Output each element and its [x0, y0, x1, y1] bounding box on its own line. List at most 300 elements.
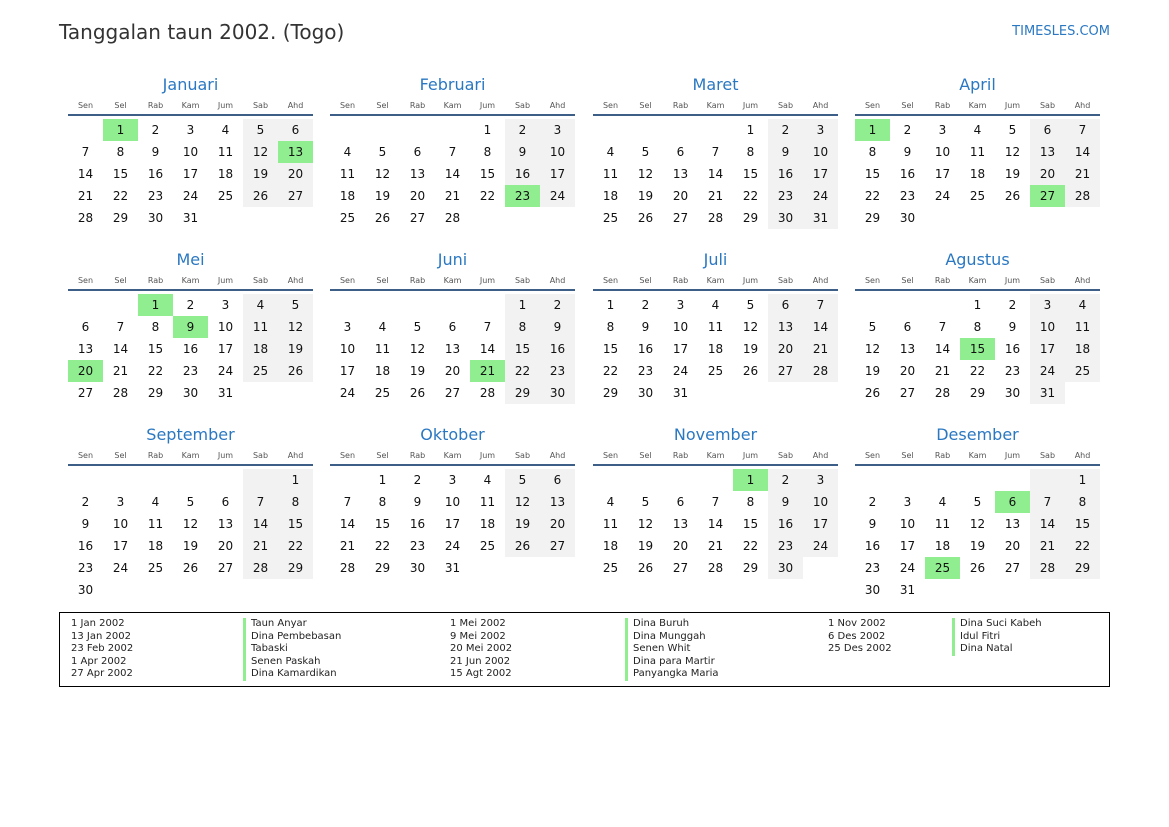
empty-cell — [995, 469, 1030, 491]
holiday-names-column — [952, 618, 1042, 656]
day-cell: 6 — [768, 294, 803, 316]
day-cell: 12 — [278, 316, 313, 338]
holiday-date: 21 Jun 2002 — [450, 655, 511, 667]
weekday-label: Kam — [706, 100, 725, 110]
day-cell: 8 — [116, 145, 125, 159]
day-cell: 9 — [413, 495, 422, 509]
weekday-label: Sel — [114, 450, 127, 460]
day-cell: 22 — [602, 364, 619, 378]
day-cell: 10 — [444, 495, 461, 509]
weekday-label: Jum — [742, 100, 759, 110]
day-cell: 15 — [602, 342, 619, 356]
weekday-label: Jum — [742, 275, 759, 285]
day-cell: 31 — [1030, 382, 1065, 404]
holiday-day: 6 — [995, 491, 1030, 513]
weekday-label: Rab — [409, 275, 426, 285]
weekday-label: Ahd — [549, 275, 566, 285]
weekday-label: Rab — [934, 275, 951, 285]
holiday-name: Dina Pembebasan — [243, 631, 341, 644]
empty-cell — [365, 119, 400, 141]
holiday-date: 1 Nov 2002 — [828, 618, 886, 629]
holiday-day: 1 — [138, 294, 173, 316]
day-cell: 20 — [768, 338, 803, 360]
day-cell: 28 — [1065, 185, 1100, 207]
empty-cell — [593, 119, 628, 141]
empty-cell — [365, 294, 400, 316]
day-cell: 12 — [864, 342, 881, 356]
empty-cell — [890, 294, 925, 316]
day-cell: 11 — [374, 342, 391, 356]
day-cell: 26 — [1004, 189, 1021, 203]
day-cell: 28 — [444, 211, 461, 225]
day-cell: 1 — [378, 473, 387, 487]
day-cell: 23 — [899, 189, 916, 203]
weekday-header — [68, 271, 313, 291]
day-cell: 29 — [742, 561, 759, 575]
day-cell: 9 — [768, 491, 803, 513]
weekday-label: Sen — [602, 450, 619, 460]
weekday-label: Jum — [479, 450, 496, 460]
day-cell: 30 — [1004, 386, 1021, 400]
empty-cell — [540, 207, 575, 229]
weekday-label: Sel — [901, 450, 914, 460]
weekday-label: Kam — [181, 100, 200, 110]
day-cell: 21 — [707, 189, 724, 203]
month-juni — [330, 249, 575, 404]
day-cell: 3 — [540, 119, 575, 141]
day-cell: 1 — [606, 298, 615, 312]
day-cell: 2 — [1008, 298, 1017, 312]
day-cell: 22 — [505, 360, 540, 382]
day-cell: 17 — [672, 342, 689, 356]
day-cell: 4 — [343, 145, 352, 159]
weekday-label: Rab — [672, 100, 689, 110]
day-cell: 22 — [864, 189, 881, 203]
day-cell: 5 — [746, 298, 755, 312]
day-cell: 9 — [868, 517, 877, 531]
day-cell: 18 — [934, 539, 951, 553]
weekday-label: Sel — [376, 100, 389, 110]
day-cell: 12 — [637, 167, 654, 181]
weekday-label: Sab — [777, 450, 794, 460]
day-cell: 7 — [448, 145, 457, 159]
day-cell: 17 — [339, 364, 356, 378]
day-cell: 15 — [1065, 513, 1100, 535]
weekday-label: Rab — [409, 450, 426, 460]
day-cell: 13 — [77, 342, 94, 356]
holiday-day: 1 — [733, 469, 768, 491]
holiday-name: Tabaski — [243, 643, 341, 656]
empty-cell — [925, 579, 960, 601]
holiday-day: 1 — [855, 119, 890, 141]
day-cell: 21 — [77, 189, 94, 203]
day-cell: 3 — [343, 320, 352, 334]
holiday-day: 15 — [960, 338, 995, 360]
day-cell: 1 — [973, 298, 982, 312]
day-cell: 16 — [505, 163, 540, 185]
day-cell: 4 — [711, 298, 720, 312]
day-cell: 24 — [444, 539, 461, 553]
weekday-label: Sen — [602, 100, 619, 110]
day-grid — [330, 469, 575, 579]
holiday-name: Panyangka Maria — [625, 668, 718, 681]
day-cell: 29 — [374, 561, 391, 575]
holiday-name: Senen Whit — [625, 643, 718, 656]
day-cell: 16 — [182, 342, 199, 356]
day-cell: 16 — [864, 539, 881, 553]
day-cell: 16 — [77, 539, 94, 553]
empty-cell — [995, 579, 1030, 601]
day-cell: 4 — [606, 145, 615, 159]
day-cell: 22 — [742, 539, 759, 553]
day-cell: 15 — [374, 517, 391, 531]
day-cell: 22 — [112, 189, 129, 203]
day-cell: 7 — [711, 145, 720, 159]
day-cell: 1 — [483, 123, 492, 137]
day-cell: 8 — [1065, 491, 1100, 513]
day-cell: 17 — [803, 513, 838, 535]
day-cell: 17 — [444, 517, 461, 531]
day-cell: 2 — [540, 294, 575, 316]
day-cell: 15 — [864, 167, 881, 181]
weekday-label: Sel — [901, 100, 914, 110]
day-cell: 10 — [899, 517, 916, 531]
day-cell: 12 — [1004, 145, 1021, 159]
page-title: Tanggalan taun 2002. (Togo) — [59, 20, 345, 44]
day-cell: 5 — [278, 294, 313, 316]
day-cell: 6 — [81, 320, 90, 334]
day-cell: 28 — [707, 561, 724, 575]
day-cell: 23 — [864, 561, 881, 575]
day-cell: 27 — [672, 561, 689, 575]
day-cell: 8 — [505, 316, 540, 338]
day-cell: 29 — [278, 557, 313, 579]
holiday-day: 9 — [173, 316, 208, 338]
day-cell: 18 — [602, 539, 619, 553]
empty-cell — [1065, 579, 1100, 601]
day-cell: 3 — [803, 119, 838, 141]
empty-cell — [505, 557, 540, 579]
day-cell: 14 — [339, 517, 356, 531]
day-cell: 11 — [479, 495, 496, 509]
day-cell: 16 — [1004, 342, 1021, 356]
weekday-label: Ahd — [812, 275, 829, 285]
day-cell: 25 — [217, 189, 234, 203]
day-cell: 2 — [81, 495, 90, 509]
day-cell: 8 — [746, 495, 755, 509]
day-cell: 8 — [606, 320, 615, 334]
weekday-label: Jum — [217, 450, 234, 460]
weekday-header — [593, 271, 838, 291]
day-cell: 19 — [637, 189, 654, 203]
day-cell: 6 — [1030, 119, 1065, 141]
day-cell: 14 — [77, 167, 94, 181]
day-grid — [593, 469, 838, 579]
weekday-header — [330, 271, 575, 291]
day-cell: 17 — [1030, 338, 1065, 360]
weekday-label: Sel — [639, 450, 652, 460]
day-cell: 15 — [505, 338, 540, 360]
weekday-label: Jum — [742, 450, 759, 460]
day-cell: 12 — [505, 491, 540, 513]
day-cell: 18 — [479, 517, 496, 531]
day-cell: 23 — [540, 360, 575, 382]
day-cell: 20 — [540, 513, 575, 535]
weekday-label: Jum — [217, 100, 234, 110]
empty-cell — [593, 469, 628, 491]
empty-cell — [1065, 207, 1100, 229]
holiday-date: 1 Jan 2002 — [71, 618, 125, 629]
day-cell: 4 — [1065, 294, 1100, 316]
weekday-label: Ahd — [549, 450, 566, 460]
holiday-name: Dina Suci Kabeh — [952, 618, 1042, 631]
day-cell: 2 — [768, 469, 803, 491]
day-cell: 20 — [1004, 539, 1021, 553]
weekday-label: Rab — [934, 100, 951, 110]
day-cell: 5 — [868, 320, 877, 334]
day-cell: 7 — [711, 495, 720, 509]
day-cell: 20 — [278, 163, 313, 185]
weekday-label: Rab — [672, 450, 689, 460]
empty-cell — [103, 469, 138, 491]
day-cell: 3 — [116, 495, 125, 509]
day-cell: 6 — [413, 145, 422, 159]
empty-cell — [243, 579, 278, 601]
empty-cell — [435, 294, 470, 316]
day-cell: 9 — [151, 145, 160, 159]
day-cell: 16 — [768, 163, 803, 185]
holiday-date: 15 Agt 2002 — [450, 668, 512, 679]
day-cell: 14 — [1030, 513, 1065, 535]
day-cell: 10 — [803, 141, 838, 163]
month-name: Juli — [703, 250, 728, 269]
empty-cell — [925, 294, 960, 316]
day-cell: 27 — [540, 535, 575, 557]
day-cell: 21 — [112, 364, 129, 378]
weekday-label: Ahd — [1074, 450, 1091, 460]
day-cell: 28 — [339, 561, 356, 575]
empty-cell — [1030, 469, 1065, 491]
empty-cell — [628, 119, 663, 141]
weekday-label: Kam — [443, 100, 462, 110]
day-cell: 2 — [151, 123, 160, 137]
day-cell: 29 — [147, 386, 164, 400]
day-cell: 27 — [217, 561, 234, 575]
day-cell: 16 — [540, 338, 575, 360]
day-cell: 14 — [803, 316, 838, 338]
day-cell: 7 — [343, 495, 352, 509]
day-cell: 7 — [243, 491, 278, 513]
day-cell: 28 — [479, 386, 496, 400]
day-grid — [593, 119, 838, 229]
day-cell: 2 — [868, 495, 877, 509]
month-name: April — [959, 75, 996, 94]
empty-cell — [243, 207, 278, 229]
day-cell: 3 — [938, 123, 947, 137]
day-cell: 2 — [505, 119, 540, 141]
day-cell: 7 — [81, 145, 90, 159]
day-cell: 23 — [182, 364, 199, 378]
day-cell: 28 — [77, 211, 94, 225]
day-cell: 3 — [186, 123, 195, 137]
day-cell: 29 — [864, 211, 881, 225]
day-cell: 30 — [409, 561, 426, 575]
day-cell: 15 — [742, 517, 759, 531]
day-cell: 12 — [182, 517, 199, 531]
empty-cell — [768, 382, 803, 404]
weekday-label: Sen — [864, 450, 881, 460]
empty-cell — [1030, 579, 1065, 601]
empty-cell — [68, 469, 103, 491]
day-cell: 22 — [969, 364, 986, 378]
empty-cell — [243, 469, 278, 491]
empty-cell — [698, 382, 733, 404]
day-cell: 31 — [217, 386, 234, 400]
day-cell: 24 — [112, 561, 129, 575]
day-cell: 28 — [1030, 557, 1065, 579]
day-cell: 11 — [934, 517, 951, 531]
day-cell: 11 — [217, 145, 234, 159]
day-cell: 4 — [483, 473, 492, 487]
weekday-label: Jum — [1004, 100, 1021, 110]
day-cell: 16 — [637, 342, 654, 356]
day-cell: 18 — [1065, 338, 1100, 360]
day-cell: 24 — [540, 185, 575, 207]
weekday-label: Ahd — [1074, 100, 1091, 110]
weekday-header — [330, 446, 575, 466]
day-cell: 20 — [672, 189, 689, 203]
holiday-name: Dina Buruh — [625, 618, 718, 631]
day-cell: 11 — [1065, 316, 1100, 338]
day-cell: 18 — [374, 364, 391, 378]
day-cell: 10 — [182, 145, 199, 159]
day-cell: 21 — [243, 535, 278, 557]
day-cell: 27 — [278, 185, 313, 207]
day-cell: 8 — [868, 145, 877, 159]
holiday-date: 27 Apr 2002 — [71, 668, 133, 679]
weekday-label: Ahd — [287, 275, 304, 285]
holiday-dates-column — [450, 618, 512, 681]
holiday-day: 25 — [925, 557, 960, 579]
weekday-label: Sab — [777, 275, 794, 285]
holiday-day: 20 — [68, 360, 103, 382]
day-cell: 1 — [505, 294, 540, 316]
day-cell: 26 — [278, 360, 313, 382]
weekday-label: Kam — [181, 450, 200, 460]
day-cell: 6 — [540, 469, 575, 491]
weekday-label: Ahd — [549, 100, 566, 110]
day-cell: 9 — [768, 141, 803, 163]
day-cell: 9 — [1008, 320, 1017, 334]
day-cell: 14 — [112, 342, 129, 356]
day-cell: 13 — [768, 316, 803, 338]
day-cell: 30 — [899, 211, 916, 225]
weekday-label: Rab — [934, 450, 951, 460]
empty-cell — [540, 557, 575, 579]
day-cell: 30 — [864, 583, 881, 597]
day-cell: 23 — [77, 561, 94, 575]
weekday-header — [593, 96, 838, 116]
day-grid — [330, 294, 575, 404]
weekday-label: Sel — [114, 275, 127, 285]
weekday-label: Rab — [672, 275, 689, 285]
weekday-label: Kam — [443, 275, 462, 285]
day-cell: 31 — [803, 207, 838, 229]
weekday-label: Ahd — [812, 450, 829, 460]
empty-cell — [803, 557, 838, 579]
day-cell: 24 — [182, 189, 199, 203]
day-cell: 15 — [112, 167, 129, 181]
weekday-label: Sab — [514, 450, 531, 460]
day-cell: 18 — [707, 342, 724, 356]
weekday-header — [855, 96, 1100, 116]
day-cell: 11 — [602, 517, 619, 531]
empty-cell — [330, 294, 365, 316]
empty-cell — [208, 579, 243, 601]
day-cell: 8 — [378, 495, 387, 509]
day-cell: 9 — [641, 320, 650, 334]
day-cell: 16 — [409, 517, 426, 531]
weekday-label: Sen — [77, 450, 94, 460]
empty-cell — [330, 469, 365, 491]
day-cell: 19 — [864, 364, 881, 378]
day-cell: 7 — [483, 320, 492, 334]
day-cell: 25 — [602, 211, 619, 225]
weekday-label: Rab — [147, 275, 164, 285]
day-cell: 24 — [1030, 360, 1065, 382]
month-maret — [593, 74, 838, 229]
day-cell: 27 — [77, 386, 94, 400]
weekday-label: Sen — [339, 450, 356, 460]
weekday-label: Sen — [339, 275, 356, 285]
weekday-label: Rab — [147, 450, 164, 460]
month-februari — [330, 74, 575, 229]
weekday-label: Kam — [968, 450, 987, 460]
day-cell: 26 — [505, 535, 540, 557]
day-cell: 2 — [768, 119, 803, 141]
day-cell: 3 — [448, 473, 457, 487]
site-link[interactable]: TIMESLES.COM — [1012, 24, 1110, 39]
day-cell: 26 — [374, 211, 391, 225]
day-cell: 3 — [903, 495, 912, 509]
day-cell: 6 — [676, 145, 685, 159]
day-cell: 10 — [217, 320, 234, 334]
day-cell: 20 — [1030, 163, 1065, 185]
empty-cell — [855, 469, 890, 491]
day-cell: 21 — [803, 338, 838, 360]
holiday-day: 13 — [278, 141, 313, 163]
day-cell: 3 — [676, 298, 685, 312]
day-cell: 1 — [278, 469, 313, 491]
weekday-label: Sab — [252, 275, 269, 285]
empty-cell — [960, 469, 995, 491]
month-name: Oktober — [420, 425, 485, 444]
day-cell: 19 — [969, 539, 986, 553]
day-cell: 13 — [1004, 517, 1021, 531]
day-grid — [330, 119, 575, 229]
day-cell: 25 — [707, 364, 724, 378]
day-cell: 23 — [409, 539, 426, 553]
day-cell: 15 — [742, 167, 759, 181]
day-cell: 7 — [1030, 491, 1065, 513]
empty-cell — [278, 207, 313, 229]
day-cell: 28 — [112, 386, 129, 400]
day-cell: 24 — [803, 535, 838, 557]
empty-cell — [628, 469, 663, 491]
holiday-name: Dina Munggah — [625, 631, 718, 644]
day-cell: 2 — [903, 123, 912, 137]
day-cell: 11 — [147, 517, 164, 531]
